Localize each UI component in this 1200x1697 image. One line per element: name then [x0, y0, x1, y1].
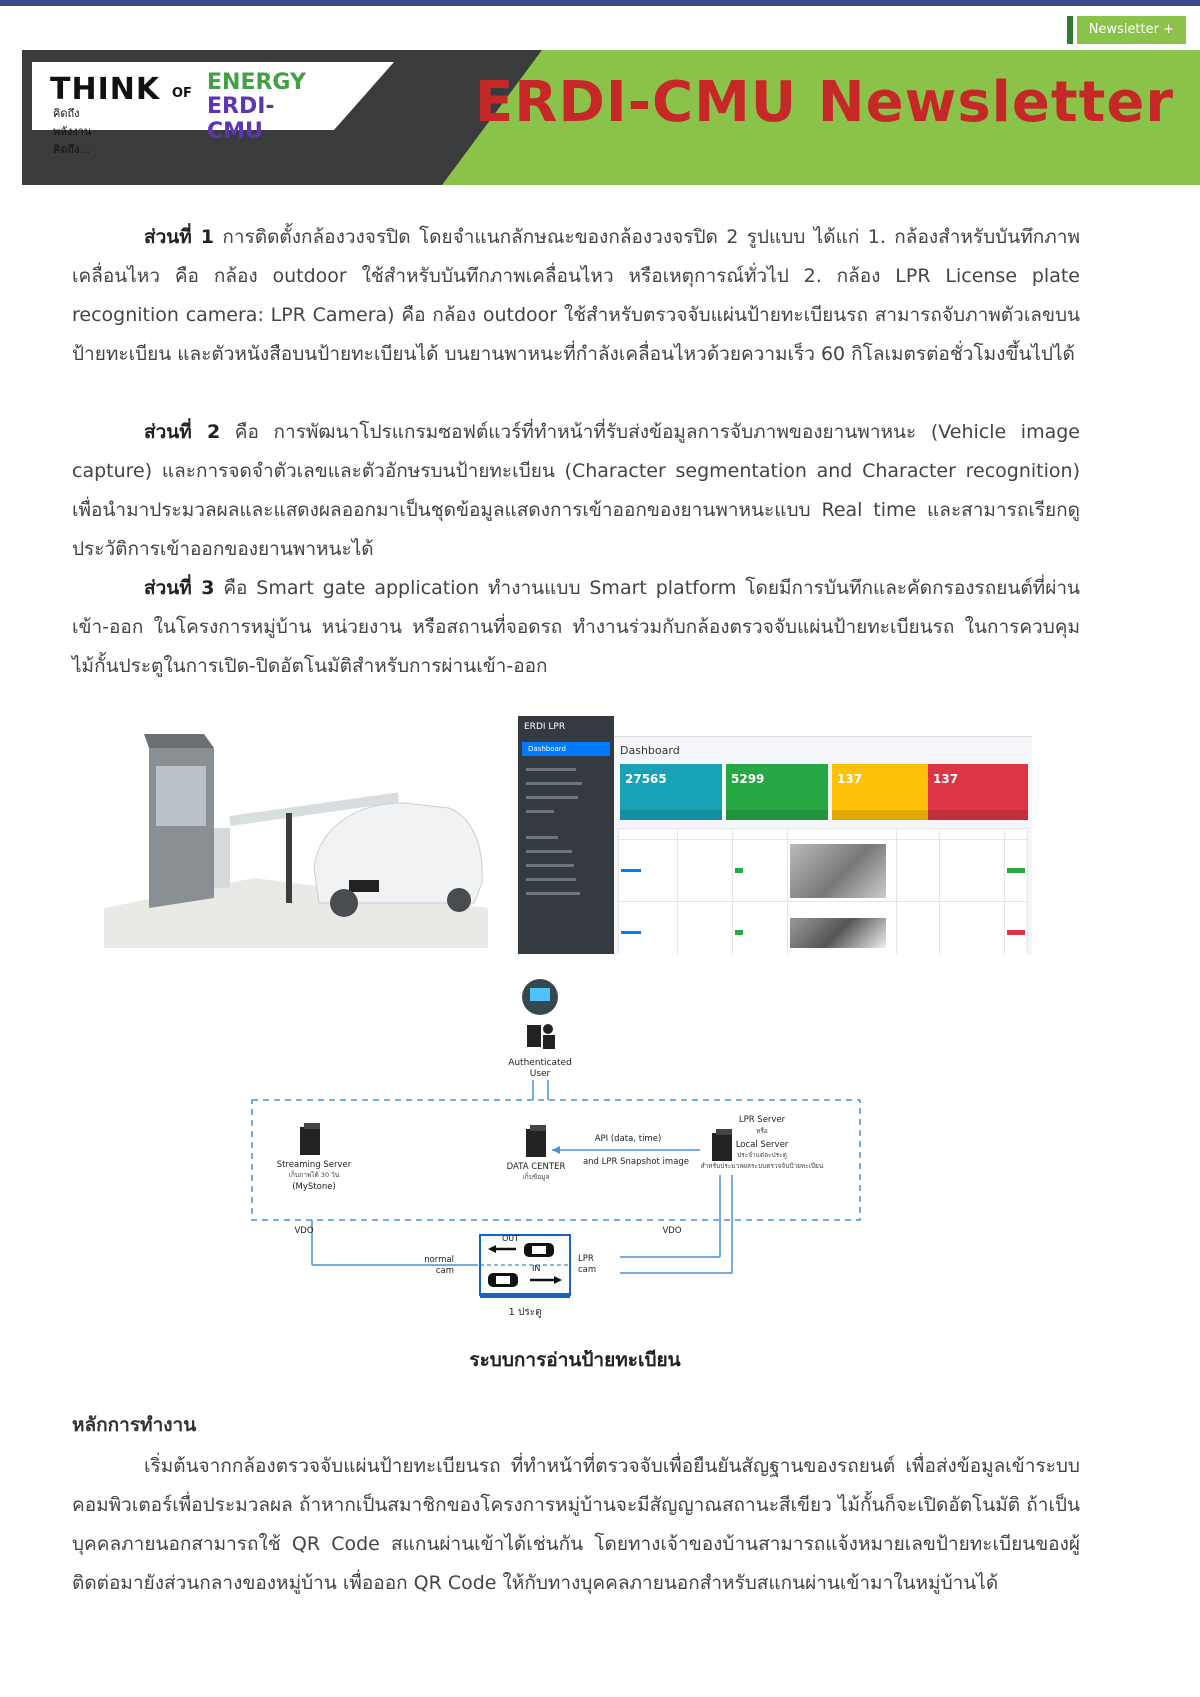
newsletter-title: ERDI-CMU Newsletter — [475, 70, 1174, 135]
lpr-cam-label-2: cam — [578, 1265, 597, 1275]
streaming-label-3: (MyStone) — [292, 1182, 336, 1192]
gate-lanes — [480, 1235, 570, 1298]
user-label-1: Authenticated — [508, 1058, 572, 1068]
stat-card-footer — [928, 810, 1028, 820]
newsletter-tag[interactable] — [1067, 16, 1186, 44]
part-1-lead: ส่วนที่ 1 — [144, 226, 214, 248]
sidebar-item[interactable] — [526, 864, 574, 867]
vdo-right-label: VDO — [662, 1226, 682, 1236]
table-row[interactable] — [619, 840, 1028, 902]
lpr-label-4: ประจำแต่ละประตู — [737, 1151, 787, 1159]
part-3-lead: ส่วนที่ 3 — [144, 577, 215, 599]
stat-card-value: 137 — [837, 772, 863, 786]
lpr-system-diagram — [240, 975, 880, 1325]
part-3-paragraph — [72, 569, 1080, 686]
part-1-text: การติดตั้งกล้องวงจรปิด โดยจำแนกลักษณะของกล้องวงจรปิด 2 รูปแบบ ได้แก่ 1. กล้องสำหรับบันทึกภาพเคลื่อนไหว คือ กล้อง outdoor ใช้สำหรับบันทึกภาพเคลื่อนไหว หรือเหตุการณ์ทั่วไป 2. กล้อง LPR License plate recognition camera: LPR Camera) คือ กล้อง outdoor ใช้สำหรับตรวจจับแผ่นป้ายทะเบียนรถ สามารถจับภาพตัวเลขบนป้ายทะเบียน และตัวหนังสือบนป้ายทะเบียนได้ บนยานพาหนะที่กำลังเคลื่อนไหวด้วยความเร็ว 60 กิโลเมตรต่อชั่วโมงขึ้นไปได้ — [72, 226, 1080, 365]
principle-paragraph: เริ่มต้นจากกล้องตรวจจับแผ่นป้ายทะเบียนรถ ที่ทำหน้าที่ตรวจจับเพื่อยืนยันสัญฐานของรถยนต์ เพื่อส่งข้อมูลเข้าระบบคอมพิวเตอร์เพื่อประมวลผล ถ้าหากเป็นสมาชิกของโครงการหมู่บ้านจะมีสัญญาณสถานะสีเขียว ไม้กั้นก็จะเปิดอัตโนมัติ ถ้าเป็นบุคคลภายนอกสามารถใช้ QR Code สแกนผ่านเข้าได้เช่นกัน โดยทางเจ้าของบ้านสามารถแจ้งหมายเลขป้ายทะเบียนของผู้ติดต่อมายังส่วนกลางของหมู่บ้าน เพื่อออก QR Code ให้กับทางบุคคลภายนอกสำหรับสแกนผ่านเข้ามาในหมู่บ้านได้ — [72, 1455, 1080, 1594]
lpr-label-5: สำหรับประมวลผลระบบตรวจจับป้ายทะเบียน — [700, 1162, 824, 1170]
stat-card-total[interactable] — [620, 764, 722, 820]
stat-card-value: 5299 — [731, 772, 765, 786]
tag-label: Newsletter + — [1077, 16, 1186, 44]
user-computer-icon — [522, 979, 558, 1049]
dashboard-title: Dashboard — [620, 744, 680, 757]
table-header-row — [619, 829, 1028, 840]
smart-gate-illustration — [104, 708, 488, 948]
sidebar-item[interactable] — [526, 782, 582, 785]
sidebar-item[interactable] — [526, 810, 554, 813]
part-2-paragraph — [72, 413, 1080, 569]
data-center-icon — [526, 1125, 546, 1157]
stat-card-members[interactable] — [726, 764, 828, 820]
lpr-cam-label-1: LPR — [578, 1254, 594, 1264]
in-label: IN — [532, 1264, 541, 1273]
in-car-icon — [488, 1273, 518, 1287]
user-label-2: User — [529, 1069, 551, 1079]
sidebar-item[interactable] — [526, 850, 572, 853]
stat-card-value: 137 — [933, 772, 959, 786]
logo-energy: ENERGY — [207, 70, 306, 95]
part-2-lead: ส่วนที่ 2 — [144, 421, 221, 443]
lpr-label-1: LPR Server — [738, 1115, 786, 1125]
normal-cam-label-2: cam — [435, 1266, 454, 1276]
out-car-icon — [524, 1243, 554, 1257]
section-heading: หลักการทำงาน — [72, 1414, 197, 1436]
gate-label: 1 ประตู — [508, 1307, 542, 1318]
normal-cam-label-1: normal — [424, 1255, 454, 1265]
dashboard-sidebar — [518, 716, 614, 954]
sidebar-item[interactable] — [526, 836, 558, 839]
out-label: OUT — [502, 1234, 520, 1243]
table-row[interactable] — [619, 902, 1028, 955]
lpr-label-2: หรือ — [756, 1127, 768, 1135]
logo-subtitle: คิดถึงพลังงาน คิดถึง... — [53, 107, 92, 156]
stat-card-value: 27565 — [625, 772, 667, 786]
detection-table — [618, 828, 1028, 954]
stat-card-footer — [620, 810, 722, 820]
api-label-1: API (data, time) — [594, 1134, 662, 1144]
logo-think: THINK — [50, 72, 161, 107]
lpr-label-3: Local Server — [735, 1140, 789, 1150]
part-2-text: คือ การพัฒนาโปรแกรมซอฟต์แวร์ที่ทำหน้าที่รับส่งข้อมูลการจับภาพของยานพาหนะ (Vehicle image capture) และการจดจำตัวเลขและตัวอักษรบนป้ายทะเบียน (Character segmentation and Character recognition) เพื่อนำมาประมวลผลและแสดงผลออกมาเป็นชุดข้อมูลแสดงการเข้าออกของยานพาหนะแบบ Real time และสามารถเรียกดูประวัติการเข้าออกของยานพาหนะได้ — [72, 421, 1080, 560]
stat-card-footer — [726, 810, 828, 820]
logo-of: OF — [172, 86, 192, 101]
datacenter-label-2: เก็บข้อมูล — [522, 1173, 550, 1181]
logo-erdi: ERDI-CMU — [207, 94, 275, 144]
top-rule — [0, 0, 1200, 6]
figure-caption: ระบบการอ่านป้ายทะเบียน — [469, 1349, 681, 1371]
sidebar-item-dashboard[interactable]: Dashboard — [522, 742, 610, 756]
part-3-text: คือ Smart gate application ทำงานแบบ Smart platform โดยมีการบันทึกและคัดกรองรถยนต์ที่ผ่านเข้า-ออก ในโครงการหมู่บ้าน หน่วยงาน หรือสถานที่จอดรถ ทำงานร่วมกับกล้องตรวจจับแผ่นป้ายทะเบียนรถ ในการควบคุมไม้กั้นประตูในการเปิด-ปิดอัตโนมัติสำหรับการผ่านเข้า-ออก — [72, 577, 1080, 677]
stat-card-footer — [832, 810, 934, 820]
streaming-server-icon — [300, 1123, 320, 1155]
sidebar-item[interactable] — [526, 768, 576, 771]
streaming-label-1: Streaming Server — [276, 1160, 352, 1170]
lpr-dashboard-screenshot — [518, 716, 1032, 954]
sidebar-item[interactable] — [526, 796, 578, 799]
lpr-server-icon — [712, 1129, 732, 1161]
datacenter-label-1: DATA CENTER — [506, 1162, 566, 1172]
vdo-left-label: VDO — [294, 1226, 314, 1236]
api-arrowhead — [552, 1146, 560, 1154]
stat-card-visitors[interactable] — [928, 764, 1028, 820]
sidebar-item[interactable] — [526, 878, 576, 881]
stat-card-today[interactable] — [832, 764, 934, 820]
part-1-paragraph — [72, 218, 1080, 374]
streaming-label-2: เก็บภาพได้ 30 วัน — [288, 1171, 340, 1179]
api-label-2: and LPR Snapshot image — [582, 1157, 690, 1167]
tag-accent-bar — [1067, 16, 1073, 44]
dashboard-topbar — [614, 716, 1032, 737]
sidebar-item[interactable] — [526, 892, 580, 895]
dashboard-brand: ERDI LPR — [524, 722, 566, 732]
